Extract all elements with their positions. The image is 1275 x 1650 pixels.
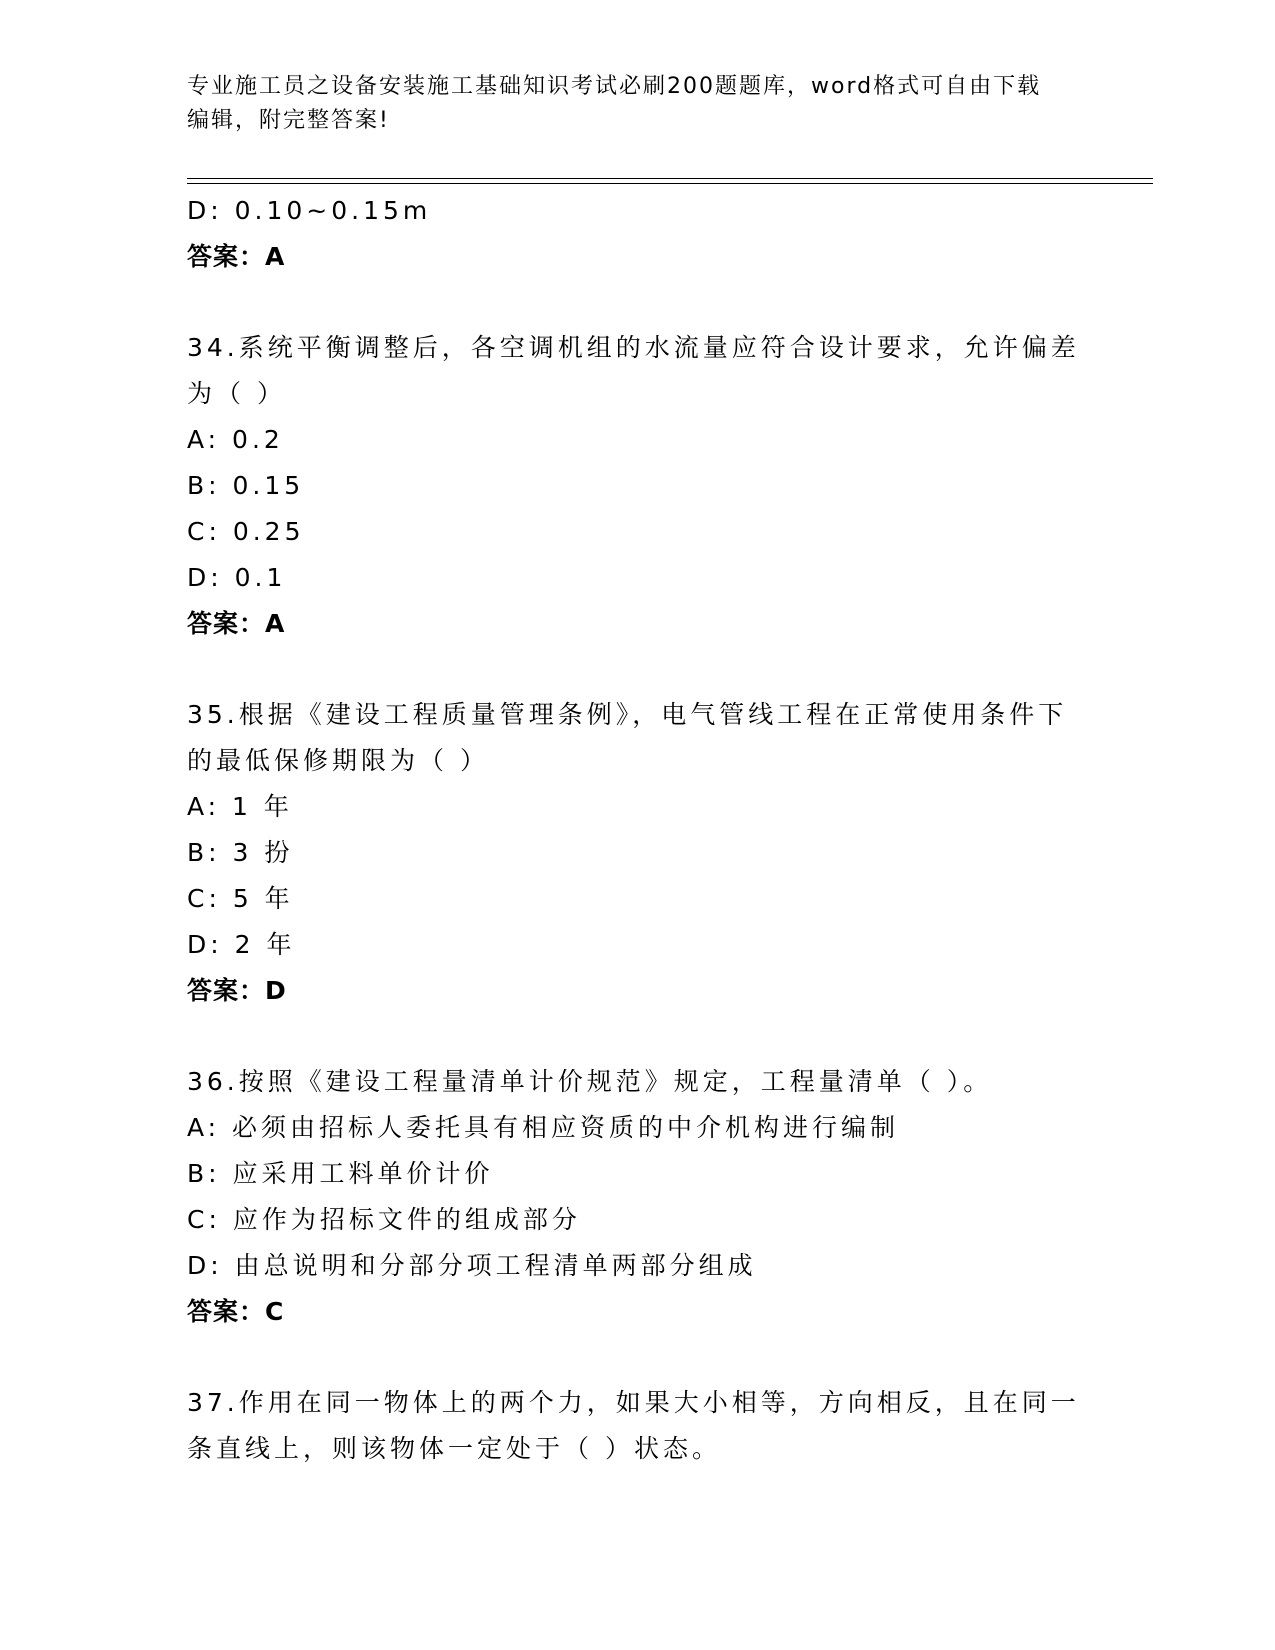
- question-37: [187, 1380, 1087, 1472]
- option-b: B: 应采用工料单价计价: [187, 1159, 494, 1188]
- option-a: A: 0.2: [187, 425, 284, 454]
- option-c: C: 5 年: [187, 884, 294, 913]
- answer: 答案：C: [187, 1297, 285, 1326]
- prev-option-d: D: 0.10~0.15m: [187, 196, 432, 225]
- option-c: C: 0.25: [187, 517, 305, 546]
- question-34: [187, 325, 1087, 647]
- header-divider-top: [187, 178, 1153, 179]
- option-b: B: 0.15: [187, 471, 305, 500]
- question-stem-line: 34.系统平衡调整后，各空调机组的水流量应符合设计要求，允许偏差: [187, 333, 1080, 362]
- option-a: A: 必须由招标人委托具有相应资质的中介机构进行编制: [187, 1113, 900, 1142]
- header-line-2: 编辑，附完整答案!: [187, 108, 390, 133]
- question-stem-line: 为（ ）: [187, 379, 286, 408]
- option-d: D: 由总说明和分部分项工程清单两部分组成: [187, 1251, 757, 1280]
- answer: 答案：D: [187, 976, 287, 1005]
- header-divider-bottom: [187, 183, 1153, 184]
- option-d: D: 0.1: [187, 563, 287, 592]
- question-stem-line: 的最低保修期限为（ ）: [187, 746, 489, 775]
- question-stem-line: 35.根据《建设工程质量管理条例》，电气管线工程在正常使用条件下: [187, 700, 1068, 729]
- header-line-1: 专业施工员之设备安装施工基础知识考试必刷200题题库，word格式可自由下载: [187, 74, 1042, 99]
- question-stem-line: 37.作用在同一物体上的两个力，如果大小相等，方向相反，且在同一: [187, 1388, 1080, 1417]
- document-body: [187, 188, 1087, 1472]
- question-36: [187, 1059, 1087, 1335]
- option-c: C: 应作为招标文件的组成部分: [187, 1205, 581, 1234]
- prev-answer: 答案：A: [187, 242, 286, 271]
- question-35: [187, 692, 1087, 1014]
- answer: 答案：A: [187, 609, 286, 638]
- option-a: A: 1 年: [187, 792, 293, 821]
- document-header: [187, 70, 1087, 138]
- option-d: D: 2 年: [187, 930, 296, 959]
- question-stem-line: 36.按照《建设工程量清单计价规范》规定，工程量清单（ ）。: [187, 1067, 993, 1096]
- option-b: B: 3 扮: [187, 838, 294, 867]
- question-stem-line: 条直线上，则该物体一定处于（ ）状态。: [187, 1434, 721, 1463]
